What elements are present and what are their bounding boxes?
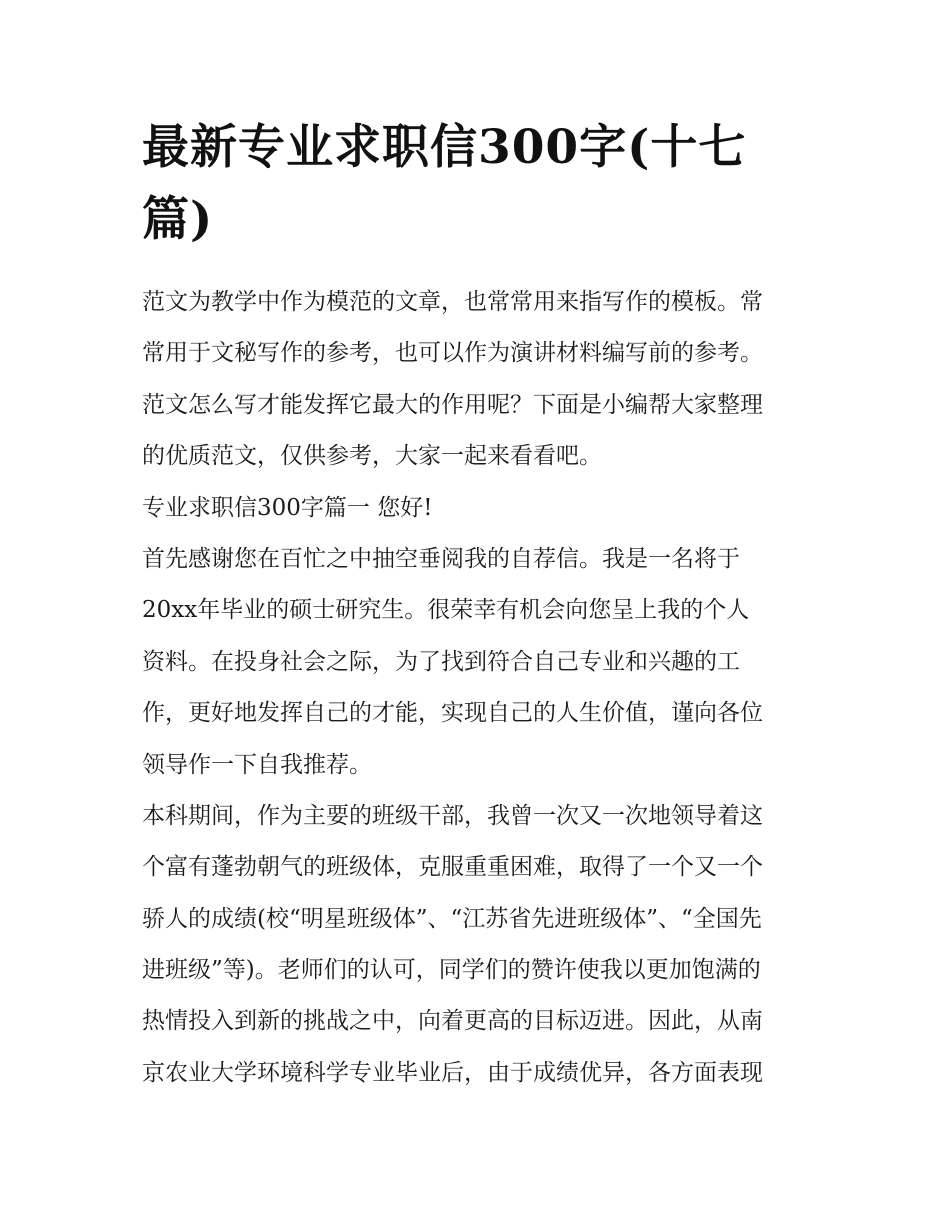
text-line: 资料。在投身社会之际，为了找到符合自己专业和兴趣的工 [142, 648, 740, 675]
text-line: 常用于文秘写作的参考，也可以作为演讲材料编写前的参考。 [142, 340, 763, 367]
document-title [142, 112, 792, 256]
text-line: 20xx年毕业的硕士研究生。很荣幸有机会向您呈上我的个人 [142, 597, 750, 624]
text-line: 范文为教学中作为模范的文章，也常常用来指写作的模板。常 [142, 289, 763, 315]
text-line: 进班级”等)。老师们的认可，同学们的赞许使我以更加饱满的 [142, 957, 761, 984]
text-line: 作，更好地发挥自己的才能，实现自己的人生价值，谨向各位 [142, 700, 763, 727]
document-body [142, 277, 814, 1099]
section-heading-line: 专业求职信300字篇一 您好! [142, 494, 433, 521]
text-line: 首先感谢您在百忙之中抽空垂阅我的自荐信。我是一名将于 [142, 545, 740, 572]
title-line-1: 最新专业求职信300字(十七 [142, 120, 747, 175]
text-line: 本科期间，作为主要的班级干部，我曾一次又一次地领导着这 [142, 802, 763, 829]
title-line-2: 篇) [142, 192, 214, 247]
text-line: 领导作一下自我推荐。 [142, 751, 372, 778]
text-line: 京农业大学环境科学专业毕业后，由于成绩优异，各方面表现 [142, 1059, 763, 1086]
text-line: 骄人的成绩(校“明星班级体”、“江苏省先进班级体”、“全国先 [142, 905, 762, 932]
text-line: 范文怎么写才能发挥它最大的作用呢？下面是小编帮大家整理 [142, 391, 763, 418]
text-line: 的优质范文，仅供参考，大家一起来看看吧。 [142, 443, 602, 470]
text-line: 个富有蓬勃朝气的班级体，克服重重困难，取得了一个又一个 [142, 854, 763, 881]
text-line: 热情投入到新的挑战之中，向着更高的目标迈进。因此，从南 [142, 1008, 763, 1035]
